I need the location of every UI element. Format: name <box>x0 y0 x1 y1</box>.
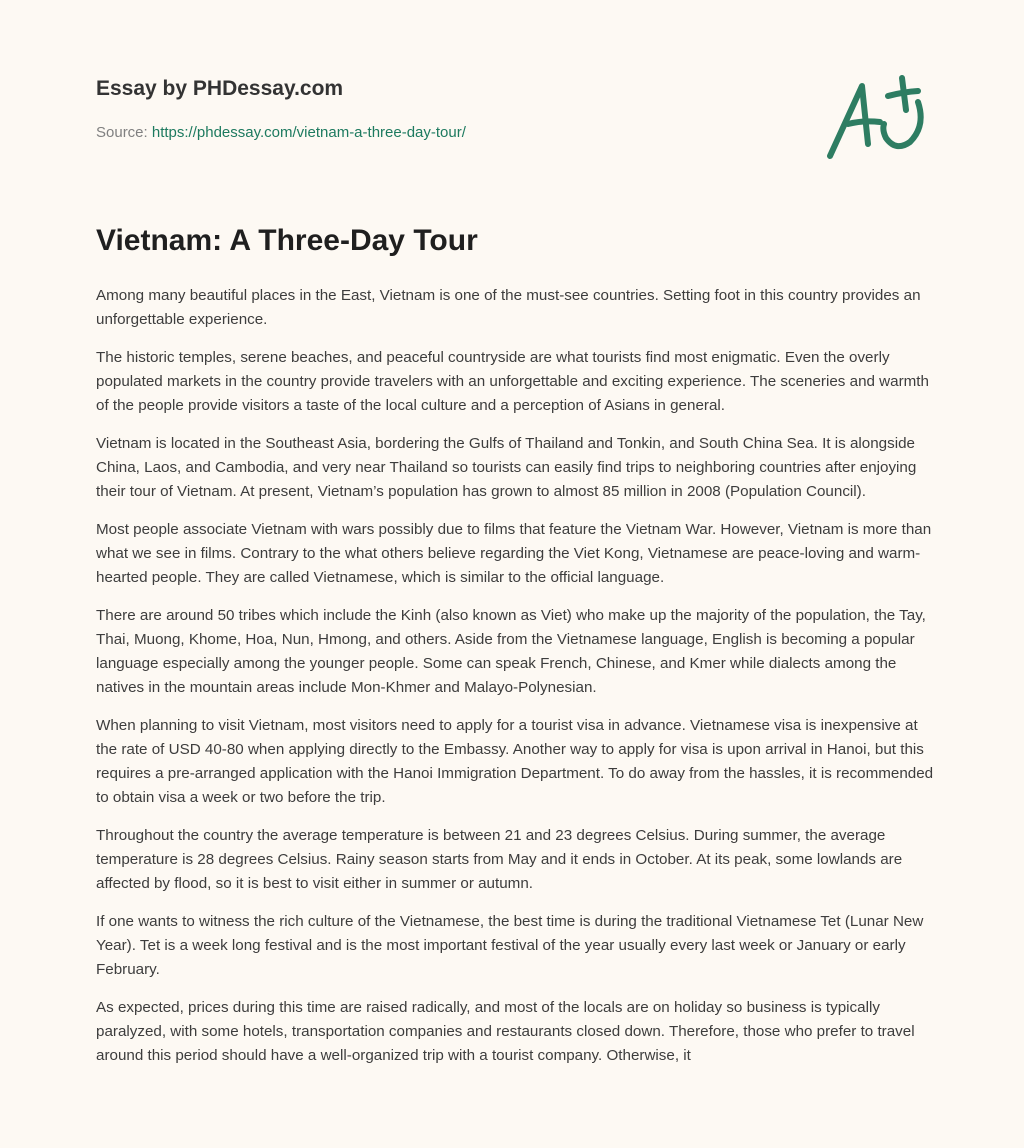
paragraph: The historic temples, serene beaches, and peaceful countryside are what tourists find most enigmatic. Even the overly populated markets in the country provide travelers with an unforgettable and exciting experience. The sceneries and warmth of the people provide visitors a taste of the local culture and a perception of Asians in general. <box>96 349 929 414</box>
source-label: Source: <box>96 124 148 141</box>
paragraph: Throughout the country the average temperature is between 21 and 23 degrees Celsius. During summer, the average temperature is 28 degrees Celsius. Rainy season starts from May and it ends in October. At its peak, some lowlands are affected by flood, so it is best to visit either in summer or autumn. <box>96 827 903 892</box>
paragraph: If one wants to witness the rich culture of the Vietnamese, the best time is during the traditional Vietnamese Tet (Lunar New Year). Tet is a week long festival and is the most important festival of the year usually every last week or January or early February. <box>96 913 924 978</box>
essay-body <box>96 284 934 1082</box>
site-brand: Essay by PHDessay.com <box>96 77 344 100</box>
essay-title: Vietnam: A Three-Day Tour <box>96 224 478 257</box>
paragraph: Most people associate Vietnam with wars possibly due to films that feature the Vietnam War. However, Vietnam is more than what we see in films. Contrary to the what others believe regarding the Viet Kong, Vietnamese are peace-loving and warm-hearted people. They are called Vietnamese, which is similar to the official language. <box>96 521 932 586</box>
paragraph: Among many beautiful places in the East, Vietnam is one of the must-see countries. Setting foot in this country provides an unforgettable experience. <box>96 287 921 328</box>
paragraph: Vietnam is located in the Southeast Asia, bordering the Gulfs of Thailand and Tonkin, and South China Sea. It is alongside China, Laos, and Cambodia, and very near Thailand so tourists can easily find trips to neighboring countries after enjoying their tour of Vietnam. At present, Vietnam’s population has grown to almost 85 million in 2008 (Population Council). <box>96 435 917 500</box>
source-line <box>96 124 466 141</box>
source-link[interactable]: https://phdessay.com/vietnam-a-three-day-tour/ <box>151 124 466 141</box>
paragraph: When planning to visit Vietnam, most visitors need to apply for a tourist visa in advance. Vietnamese visa is inexpensive at the rate of USD 40-80 when applying directly to the Embassy. Another way to apply for visa is upon arrival in Hanoi, but this requires a pre-arranged application with the Hanoi Immigration Department. To do away from the hassles, it is recommended to obtain visa a week or two before the trip. <box>96 717 934 806</box>
a-plus-logo-icon <box>818 66 938 166</box>
paragraph: As expected, prices during this time are raised radically, and most of the locals are on holiday so business is typically paralyzed, with some hotels, transportation companies and restaurants closed down. Therefore, those who prefer to travel around this period should have a well-organized trip with a tourist company. Otherwise, it <box>96 999 915 1064</box>
paragraph: There are around 50 tribes which include the Kinh (also known as Viet) who make up the majority of the population, the Tay, Thai, Muong, Khome, Hoa, Nun, Hmong, and others. Aside from the Vietnamese language, English is becoming a popular language especially among the younger people. Some can speak French, Chinese, and Kmer while dialects among the natives in the mountain areas include Mon-Khmer and Malayo-Polynesian. <box>96 607 926 696</box>
